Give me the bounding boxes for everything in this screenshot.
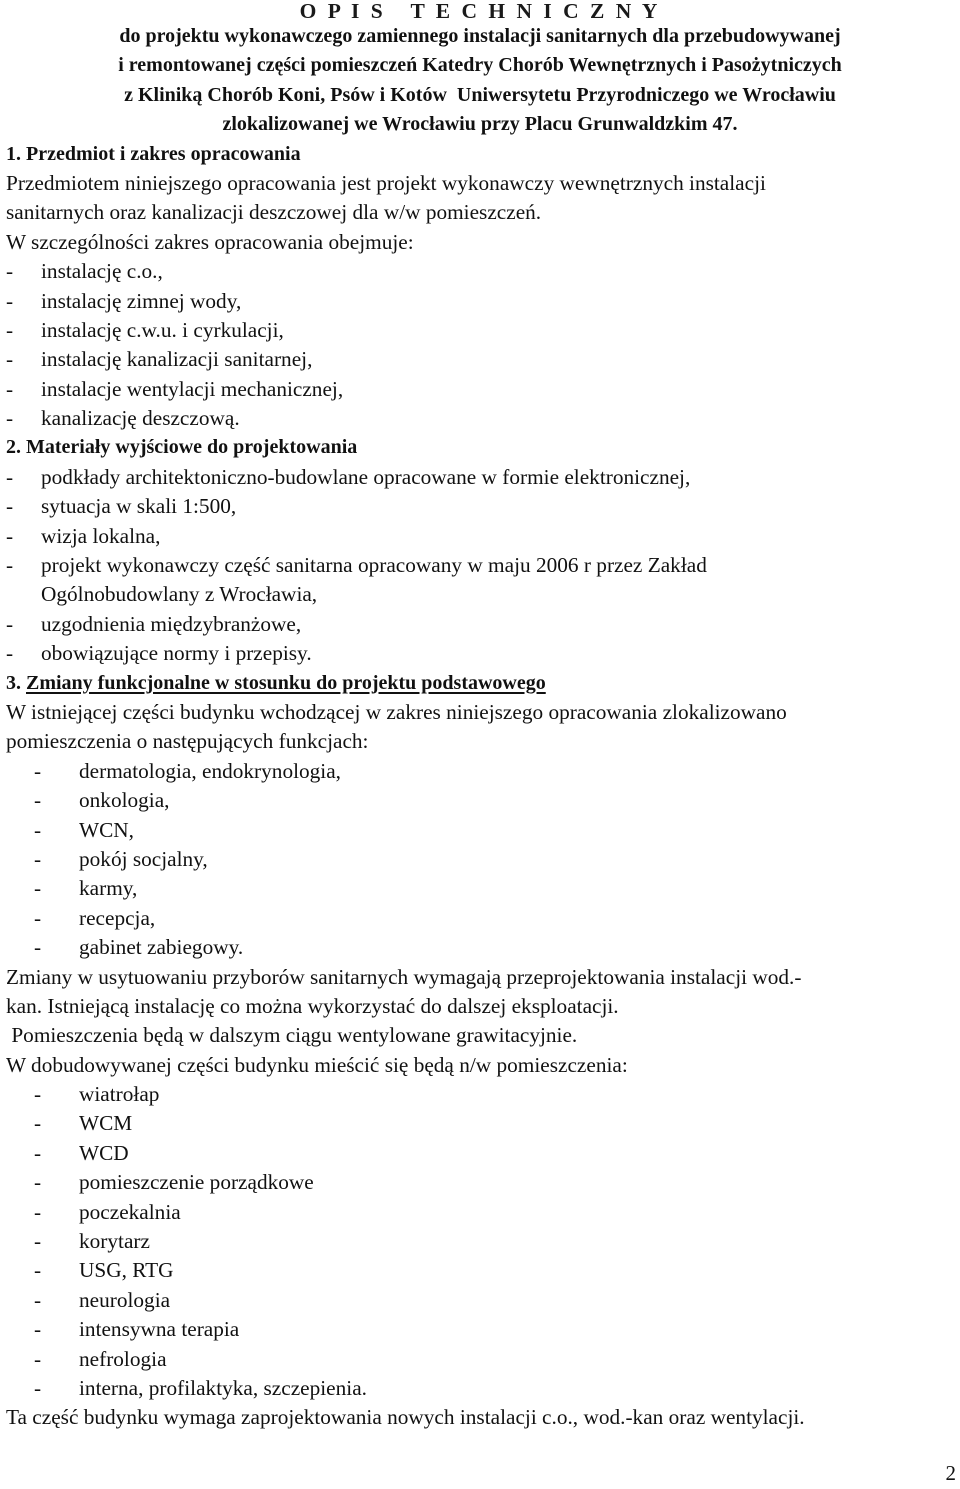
list-item-text: instalację kanalizacji sanitarnej,: [41, 347, 313, 372]
list-item: [6, 1256, 960, 1285]
list-item: [6, 1227, 960, 1256]
list-item: [6, 1168, 960, 1197]
list-item: [6, 933, 960, 962]
list-item: [6, 639, 960, 668]
list-dash: -: [6, 288, 14, 313]
list-dash: -: [34, 846, 42, 871]
list-item-text: wiatrołap: [79, 1082, 160, 1107]
list-dash: -: [34, 1082, 42, 1107]
list-dash: -: [34, 876, 42, 901]
paragraph-line: Zmiany w usytuowaniu przyborów sanitarnych wymagają przeprojektowania instalacji wod.-: [6, 964, 802, 989]
list-item-text: pomieszczenie porządkowe: [79, 1170, 314, 1195]
list-item-text: poczekalnia: [79, 1199, 181, 1224]
list-item-text: onkologia,: [79, 788, 170, 813]
list-dash: -: [34, 1140, 42, 1165]
list-item: [6, 610, 960, 639]
list-item: [6, 1139, 960, 1168]
list-item: [6, 1080, 960, 1109]
header-line: z Kliniką Chorób Koni, Psów i Kotów Uniwersytetu Przyrodniczego we Wrocławiu: [124, 83, 836, 106]
list-dash: -: [34, 1258, 42, 1283]
list-item: [6, 904, 960, 933]
list-item-text: obowiązujące normy i przepisy.: [41, 641, 312, 666]
list-item-text: WCN,: [79, 817, 135, 842]
list-item-text: neurologia: [79, 1287, 171, 1312]
list-item: [6, 1374, 960, 1403]
paragraph-line: Pomieszczenia będą w dalszym ciągu wentylowane grawitacyjnie.: [6, 1023, 578, 1048]
list-item-text: instalację c.o.,: [41, 259, 163, 284]
list-dash: -: [34, 1317, 42, 1342]
list-dash: -: [34, 935, 42, 960]
list-dash: -: [34, 1287, 42, 1312]
section-3-title: Zmiany funkcjonalne w stosunku do projektu podstawowego: [26, 671, 546, 694]
list-item-text: pokój socjalny,: [79, 846, 208, 871]
list-dash: -: [6, 611, 14, 636]
list-item: [6, 1345, 960, 1374]
list-item: [6, 316, 960, 345]
list-item: [6, 404, 960, 433]
list-item-text: podkłady architektoniczno-budowlane opracowane w formie elektronicznej,: [41, 464, 691, 489]
list-dash: -: [34, 1170, 42, 1195]
list-item-text: recepcja,: [79, 905, 156, 930]
list-dash: -: [34, 788, 42, 813]
document-header: [6, 22, 954, 140]
section-3-number: 3.: [6, 671, 21, 694]
list-item: [6, 522, 960, 551]
list-dash: -: [34, 1375, 42, 1400]
list-item: [6, 287, 960, 316]
paragraph-line: W istniejącej części budynku wchodzącej w zakres niniejszego opracowania zlokalizowano: [6, 699, 787, 724]
list-item-text: projekt wykonawczy część sanitarna opracowany w maju 2006 r przez Zakład: [41, 553, 707, 578]
list-item: [6, 551, 960, 580]
list-item: [6, 345, 960, 374]
list-item: [6, 845, 960, 874]
list-item: [6, 816, 960, 845]
paragraph-line: pomieszczenia o następujących funkcjach:: [6, 729, 369, 754]
list-item: [6, 874, 960, 903]
list-dash: -: [6, 641, 14, 666]
list-dash: -: [6, 406, 14, 431]
list-item-text: sytuacja w skali 1:500,: [41, 494, 237, 519]
list-item-text: instalacje wentylacji mechanicznej,: [41, 376, 344, 401]
list-item-text: WCM: [79, 1111, 133, 1136]
list-dash: -: [6, 347, 14, 372]
list-dash: -: [6, 494, 14, 519]
list-dash: -: [34, 905, 42, 930]
list-dash: -: [34, 1229, 42, 1254]
list-dash: -: [34, 1346, 42, 1371]
list-item-text: instalację zimnej wody,: [41, 288, 242, 313]
list-dash: -: [34, 1199, 42, 1224]
existing-rooms-list: [6, 757, 960, 963]
page-number: 2: [945, 1461, 956, 1485]
closing-paragraph: Ta część budynku wymaga zaprojektowania nowych instalacji c.o., wod.-kan oraz wentylacji.: [6, 1405, 805, 1430]
section-3-heading: [6, 669, 960, 698]
paragraph-line: W dobudowywanej części budynku mieścić się będą n/w pomieszczenia:: [6, 1052, 628, 1077]
list-dash: -: [6, 376, 14, 401]
list-item-text: gabinet zabiegowy.: [79, 935, 244, 960]
list-item-text: instalację c.w.u. i cyrkulacji,: [41, 317, 284, 342]
list-item: [6, 463, 960, 492]
list-item: [6, 375, 960, 404]
paragraph-line: sanitarnych oraz kanalizacji deszczowej dla w/w pomieszczeń.: [6, 200, 542, 225]
document-body: [0, 140, 960, 1433]
list-dash: -: [6, 259, 14, 284]
list-dash: -: [6, 553, 14, 578]
list-item-text: wizja lokalna,: [41, 523, 161, 548]
list-item: [6, 257, 960, 286]
list-item: [6, 1315, 960, 1344]
list-dash: -: [6, 317, 14, 342]
header-line: i remontowanej części pomieszczeń Katedry Chorób Wewnętrznych i Pasożytniczych: [118, 54, 842, 77]
list-item-text: interna, profilaktyka, szczepienia.: [79, 1375, 367, 1400]
list-item-text: nefrologia: [79, 1346, 167, 1371]
list-item-text: karmy,: [79, 876, 138, 901]
scope-list: [6, 257, 960, 433]
new-rooms-list: [6, 1080, 960, 1403]
list-item-text: uzgodnienia międzybranżowe,: [41, 611, 302, 636]
list-item: [6, 786, 960, 815]
paragraph-line: kan. Istniejącą instalację co można wykorzystać do dalszej eksploatacji.: [6, 993, 619, 1018]
list-item-text: intensywna terapia: [79, 1317, 240, 1342]
list-dash: -: [6, 464, 14, 489]
paragraph-line: Przedmiotem niniejszego opracowania jest projekt wykonawczy wewnętrznych instalacji: [6, 170, 766, 195]
list-item: [6, 492, 960, 521]
list-item-text: korytarz: [79, 1229, 150, 1254]
list-dash: -: [6, 523, 14, 548]
list-item: [6, 1198, 960, 1227]
list-item-text: WCD: [79, 1140, 129, 1165]
section-2-heading: 2. Materiały wyjściowe do projektowania: [6, 436, 358, 459]
section-1-heading: 1. Przedmiot i zakres opracowania: [6, 142, 301, 165]
list-item: [6, 757, 960, 786]
header-line: do projektu wykonawczego zamiennego instalacji sanitarnych dla przebudowywanej: [119, 25, 841, 47]
list-dash: -: [34, 758, 42, 783]
paragraph-line: W szczególności zakres opracowania obejmuje:: [6, 229, 414, 254]
list-dash: -: [34, 1111, 42, 1136]
list-item-text: dermatologia, endokrynologia,: [79, 758, 341, 783]
list-item-text: kanalizację deszczową.: [41, 406, 240, 431]
document-title: O P I S T E C H N I C Z N Y: [299, 0, 661, 23]
header-line: zlokalizowanej we Wrocławiu przy Placu Grunwaldzkim 47.: [222, 113, 738, 136]
materials-list: [6, 463, 960, 669]
list-item: [6, 1286, 960, 1315]
list-dash: -: [34, 817, 42, 842]
list-item-continuation: Ogólnobudowlany z Wrocławia,: [41, 582, 318, 607]
list-item-text: USG, RTG: [79, 1258, 174, 1283]
list-item: [6, 1109, 960, 1138]
